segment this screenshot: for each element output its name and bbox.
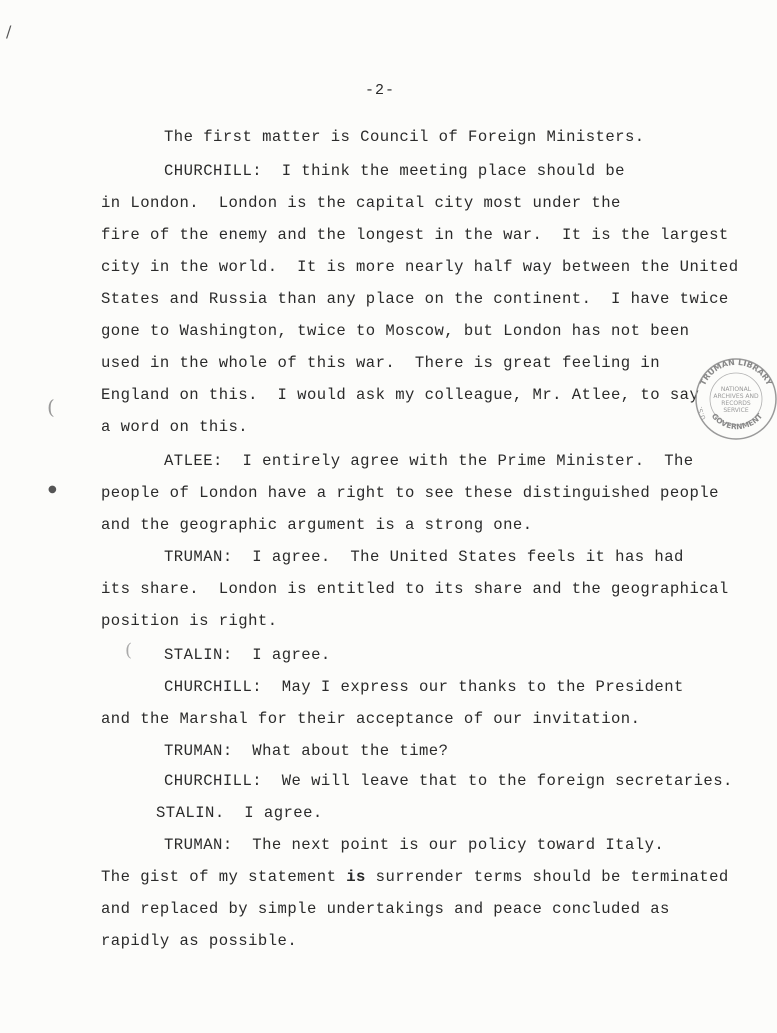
text-line: city in the world. It is more nearly half way between the United: [101, 258, 739, 276]
text-line: CHURCHILL: I think the meeting place should be: [164, 162, 625, 180]
stamp-center-line: SERVICE: [723, 407, 749, 414]
stamp-center-line: NATIONAL: [720, 386, 752, 393]
stamp-bottom-text: GOVERNMENT: [709, 411, 765, 432]
stray-bracket-mark: (: [47, 395, 55, 419]
stamp-center-line: ARCHIVES AND: [713, 393, 759, 400]
text-line: its share. London is entitled to its share and the geographical: [101, 580, 729, 598]
text-line: England on this. I would ask my colleague, Mr. Atlee, to say: [101, 386, 700, 404]
text-line: and the geographic argument is a strong one.: [101, 516, 533, 534]
stamp-left-text: U.S.: [695, 405, 708, 422]
text-line: and replaced by simple undertakings and peace concluded as: [101, 900, 670, 918]
text-line: in London. London is the capital city most under the: [101, 194, 621, 212]
stray-bracket-mark: (: [125, 640, 133, 661]
text-line: STALIN. I agree.: [156, 804, 323, 822]
text-line: TRUMAN: The next point is our policy toward Italy.: [164, 836, 665, 854]
text-line: CHURCHILL: May I express our thanks to the President: [164, 678, 684, 696]
text-line: STALIN: I agree.: [164, 646, 331, 664]
text-line: CHURCHILL: We will leave that to the foreign secretaries.: [164, 772, 733, 790]
text-line: The gist of my statement is surrender terms should be terminated: [101, 868, 729, 886]
stamp-center-line: RECORDS: [721, 400, 751, 407]
svg-text:TRUMAN LIBRARY: [698, 358, 774, 387]
text-line: position is right.: [101, 612, 278, 630]
text-line: a word on this.: [101, 418, 249, 436]
text-line: people of London have a right to see these distinguished people: [101, 484, 719, 502]
text-line: rapidly as possible.: [101, 932, 298, 950]
stray-dot-mark: ●: [48, 484, 57, 495]
page-number: -2-: [365, 82, 396, 99]
svg-text:U.S.: [696, 406, 708, 421]
text-line: and the Marshal for their acceptance of our invitation.: [101, 710, 641, 728]
text-line: States and Russia than any place on the continent. I have twice: [101, 290, 729, 308]
text-line: fire of the enemy and the longest in the war. It is the largest: [101, 226, 729, 244]
text-line: used in the whole of this war. There is great feeling in: [101, 354, 661, 372]
text-line: TRUMAN: I agree. The United States feels it has had: [164, 548, 684, 566]
archive-stamp: [692, 355, 777, 443]
text-line: The first matter is Council of Foreign Ministers.: [164, 128, 645, 146]
text-line: ATLEE: I entirely agree with the Prime Minister. The: [164, 452, 694, 470]
text-line: TRUMAN: What about the time?: [164, 742, 449, 760]
stray-pen-mark: /: [6, 22, 12, 41]
text-line: gone to Washington, twice to Moscow, but London has not been: [101, 322, 690, 340]
stamp-top-text: TRUMAN LIBRARY: [698, 357, 774, 387]
